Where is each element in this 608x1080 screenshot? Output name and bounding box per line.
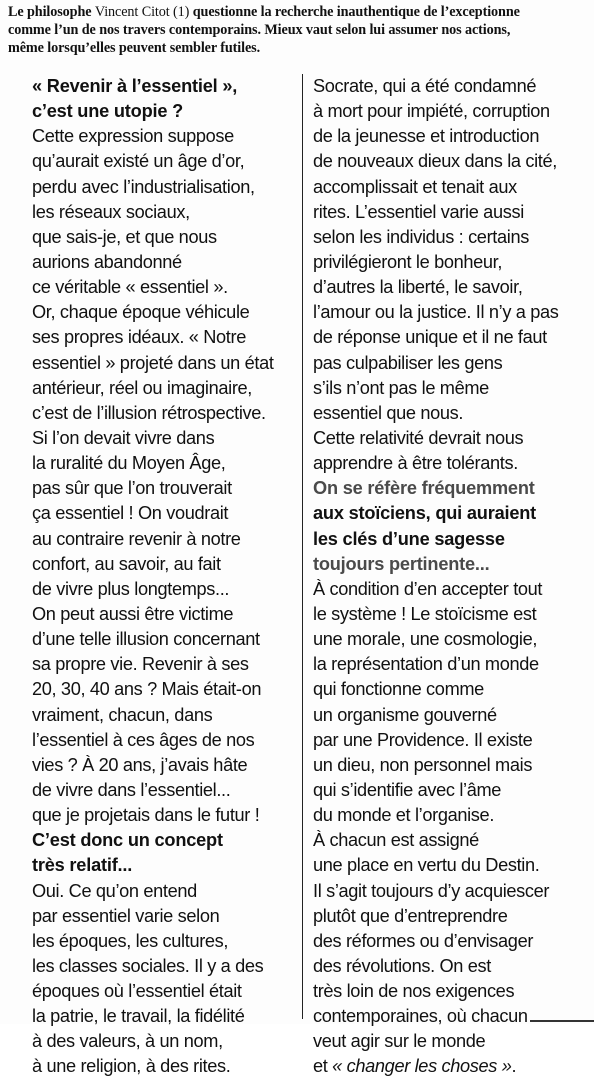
answer-text-line: un dieu, non personnel mais bbox=[313, 754, 533, 775]
answer-text-line: essentiel » projeté dans un état bbox=[32, 352, 274, 373]
standfirst-line bbox=[8, 3, 608, 21]
answer-text-line: époques où l’essentiel était bbox=[32, 981, 242, 1002]
answer-text-line: des réformes ou d’envisager bbox=[313, 930, 534, 951]
answer-text-line: une place en vertu du Destin. bbox=[313, 855, 540, 876]
standfirst-line: comme l’un de nos travers contemporains. Mieux vaut selon lui assumer nos actions, bbox=[8, 22, 511, 38]
answer-text-line: Si l’on devait vivre dans bbox=[32, 427, 215, 448]
answer-text-line: l’amour ou la justice. Il n’y a pas bbox=[313, 302, 559, 323]
answer-text-line: des révolutions. On est bbox=[313, 955, 491, 976]
column-divider bbox=[302, 74, 303, 1019]
answer-text-line: de la jeunesse et introduction bbox=[313, 126, 540, 147]
answer-text-line: du monde et l’organise. bbox=[313, 805, 495, 826]
answer-text-line: à une religion, à des rites. bbox=[32, 1056, 231, 1077]
answer-text-line: à mort pour impiété, corruption bbox=[313, 101, 550, 122]
answer-text-line: les époques, les cultures, bbox=[32, 930, 229, 951]
answer-text-line: de vivre plus longtemps... bbox=[32, 578, 230, 599]
answer-text-line: On peut aussi être victime bbox=[32, 603, 234, 624]
answer-text-line bbox=[313, 1054, 589, 1079]
interview-question-line: C’est donc un concept bbox=[32, 830, 223, 851]
answer-text-line: veut agir sur le monde bbox=[313, 1031, 486, 1052]
standfirst-lead: Le philosophe bbox=[8, 4, 95, 20]
answer-text-line: aurions abandonné bbox=[32, 251, 182, 272]
answer-text-line: d’autres la liberté, le savoir, bbox=[313, 277, 523, 298]
answer-text-line: les réseaux sociaux, bbox=[32, 201, 190, 222]
answer-text-line: confort, au savoir, au fait bbox=[32, 553, 221, 574]
answer-text-line: très loin de nos exigences bbox=[313, 981, 515, 1002]
answer-text-line: la ruralité du Moyen Âge, bbox=[32, 453, 226, 474]
answer-text-line: ses propres idéaux. « Notre bbox=[32, 327, 246, 348]
answer-text-line: vies ? À 20 ans, j’avais hâte bbox=[32, 754, 248, 775]
answer-text-line: selon les individus : certains bbox=[313, 226, 529, 247]
text-fragment: . bbox=[511, 1056, 517, 1077]
answer-text-line: sa propre vie. Revenir à ses bbox=[32, 654, 249, 675]
answer-text-line: À condition d’en accepter tout bbox=[313, 578, 543, 599]
answer-text-line: Oui. Ce qu’on entend bbox=[32, 880, 197, 901]
answer-text-line: c’est de l’illusion rétrospective. bbox=[32, 402, 266, 423]
interview-question-line: très relatif... bbox=[32, 855, 133, 876]
answer-text-line: un organisme gouverné bbox=[313, 704, 497, 725]
answer-text-line: à des valeurs, à un nom, bbox=[32, 1031, 223, 1052]
answer-text-line: Cette expression suppose bbox=[32, 126, 234, 147]
answer-text-line: la patrie, le travail, la fidélité bbox=[32, 1006, 245, 1027]
answer-text-line: qui fonctionne comme bbox=[313, 679, 484, 700]
answer-text-line: perdu avec l’industrialisation, bbox=[32, 176, 255, 197]
answer-text-line: vraiment, chacun, dans bbox=[32, 704, 213, 725]
text-fragment: et bbox=[313, 1056, 333, 1077]
author-name: Vincent Citot (1) bbox=[94, 4, 190, 20]
answer-text-line: s’ils n’ont pas le même bbox=[313, 377, 489, 398]
bottom-rule bbox=[530, 1020, 594, 1022]
answer-text-line: ça essentiel ! On voudrait bbox=[32, 503, 229, 524]
answer-text-line: essentiel que nous. bbox=[313, 402, 464, 423]
answer-text-line: par une Providence. Il existe bbox=[313, 729, 533, 750]
answer-text-line: le système ! Le stoïcisme est bbox=[313, 603, 537, 624]
answer-text-line: À chacun est assigné bbox=[313, 830, 479, 851]
standfirst-line: même lorsqu’elles peuvent sembler futiles. bbox=[8, 40, 261, 56]
answer-text-line: une morale, une cosmologie, bbox=[313, 629, 538, 650]
answer-text-line: de vivre dans l’essentiel... bbox=[32, 779, 231, 800]
answer-text-line: ce véritable « essentiel ». bbox=[32, 277, 228, 298]
answer-text-line: accomplissait et tenait aux bbox=[313, 176, 517, 197]
answer-text-line: pas culpabiliser les gens bbox=[313, 352, 503, 373]
answer-text-line: 20, 30, 40 ans ? Mais était-on bbox=[32, 679, 262, 700]
answer-text-line: pas sûr que l’on trouverait bbox=[32, 478, 232, 499]
answer-text-line: de nouveaux dieux dans la cité, bbox=[313, 151, 557, 172]
answer-text-line: Il s’agit toujours d’y acquiescer bbox=[313, 880, 550, 901]
article-column-left bbox=[32, 74, 294, 1080]
interview-question-line: « Revenir à l’essentiel », bbox=[32, 76, 238, 96]
answer-text-line: Socrate, qui a été condamné bbox=[313, 76, 537, 96]
answer-text-line: Cette relativité devrait nous bbox=[313, 427, 524, 448]
emphasis-text: « changer les choses » bbox=[332, 1056, 512, 1077]
answer-text-line: contemporaines, où chacun bbox=[313, 1006, 528, 1027]
answer-text-line: qui s’identifie avec l’âme bbox=[313, 779, 502, 800]
answer-text-line: la représentation d’un monde bbox=[313, 654, 539, 675]
answer-text-line: antérieur, réel ou imaginaire, bbox=[32, 377, 253, 398]
standfirst-rest: questionne la recherche inauthentique de l’exceptionne bbox=[189, 4, 520, 20]
interview-question-line: On se réfère fréquemment bbox=[313, 478, 535, 499]
answer-text-line: par essentiel varie selon bbox=[32, 905, 220, 926]
interview-question-line: toujours pertinente... bbox=[313, 553, 490, 574]
article-column-right bbox=[313, 74, 589, 1080]
answer-text-line: l’essentiel à ces âges de nos bbox=[32, 729, 255, 750]
answer-text-line: de réponse unique et il ne faut bbox=[313, 327, 547, 348]
answer-text-line: que je projetais dans le futur ! bbox=[32, 805, 260, 826]
interview-question-line: aux stoïciens, qui auraient bbox=[313, 503, 537, 524]
interview-question-line: les clés d’une sagesse bbox=[313, 528, 505, 549]
answer-text-line: rites. L’essentiel varie aussi bbox=[313, 201, 524, 222]
interview-question-line: c’est une utopie ? bbox=[32, 101, 184, 122]
answer-text-line: plutôt que d’entreprendre bbox=[313, 905, 508, 926]
answer-text-line: que sais-je, et que nous bbox=[32, 226, 217, 247]
answer-text-line: apprendre à être tolérants. bbox=[313, 453, 518, 474]
answer-text-line: Or, chaque époque véhicule bbox=[32, 302, 250, 323]
answer-text-line: au contraire revenir à notre bbox=[32, 528, 241, 549]
answer-text-line: d’une telle illusion concernant bbox=[32, 629, 260, 650]
answer-text-line: les classes sociales. Il y a des bbox=[32, 955, 264, 976]
article-standfirst bbox=[8, 3, 608, 57]
answer-text-line: qu’aurait existé un âge d’or, bbox=[32, 151, 245, 172]
answer-text-line: privilégieront le bonheur, bbox=[313, 251, 503, 272]
